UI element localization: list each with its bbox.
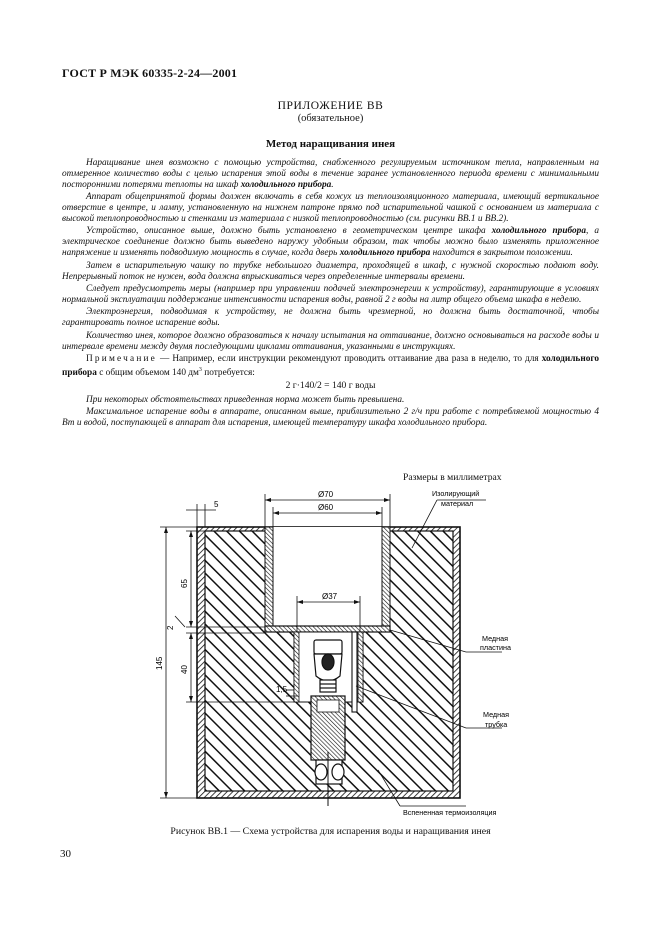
formula: 2 г·140/2 = 140 г воды [285,379,376,391]
well-wall-right [382,527,390,627]
appendix-title: ПРИЛОЖЕНИЕ ВВ [277,100,384,112]
dim-d70: Ø70 [318,490,334,499]
paragraph-3: Устройство, описанное выше, должно быть установлено в геометрическом центре шкафа холодильного прибора, а электрическое соединение должно быть выведено наружу удобным образом, так чтобы можно было изменять приложенное напряжение и изменять подводимую мощность в случае, когда дверь холодильного прибора находится в закрытом положении. [62,226,599,259]
dim-h2: 2 [166,625,175,630]
label-insulation-2: материал [441,499,474,508]
paragraph-4: Затем в испарительную чашку по трубке небольшого диаметра, проходящей в шкаф, с нужной скоростью подают воду. Непрерывный поток не нужен, вода должна впрыскиваться через определенные интервалы времени. [62,260,599,282]
paragraph-1: Наращивание инея возможно с помощью устройства, снабженного регулируемым источником тепла, направленным на отмеренное количество воды с целью испарения этой воды в течение заранее установленного периода времени с минимальными посторонними потерями теплоты на шкаф холодильного прибора. [62,158,599,190]
label-insulation-1: Изолирующий [432,489,480,498]
appendix-subtitle: (обязательное) [297,113,364,124]
dim-t15: 1,5 [276,685,288,694]
section-title: Метод наращивания инея [265,138,396,150]
paragraph-9: Максимальное испарение воды в аппарате, описанном выше, приблизительно 2 г/ч при работе с потребляемой мощностью 4 Вт и водой, поступающей в аппарат для испарения, имеющей температуру шкафа холодильного прибора. [62,407,599,429]
figure-caption: Рисунок ВВ.1 — Схема устройства для испарения воды и наращивания инея [170,826,491,837]
dim-d60: Ø60 [318,503,334,512]
paragraph-8: При некоторых обстоятельствах приведенная норма может быть превышена. [86,394,405,405]
cavity-wall-right [358,632,363,702]
label-copper-plate-2: пластина [480,643,511,652]
label-foamed: Вспененная термоизоляция [403,808,497,817]
paragraph-5: Следует предусмотреть меры (например при управлении подачей электроэнергии к устройству), гарантирующие в условиях нормальной эксплуатации поддержание интенсивности испарения воды, равной 2 г воды на литр общего объема шкафа в неделю. [62,283,599,305]
dim-h40: 40 [180,665,189,674]
paragraph-2: Аппарат общепринятой формы должен включать в себя кожух из теплоизоляционного материала, имеющий вертикальное отверстие в центре, и лампу, установленную на нижнем патроне прямо под испарительной чашкой с основанием из материала с высокой теплопроводностью и стенками из материала с низкой теплопроводностью (см. рисунки ВВ.1 и ВВ.2). [62,192,599,225]
cavity-wall-left [294,632,299,702]
paragraph-6: Электроэнергия, подводимая к устройству, не должна быть чрезмерной, но должна быть достаточной, чтобы гарантировать полное испарение воды. [62,307,599,329]
copper-tube [352,632,357,712]
copper-plate [265,626,390,632]
body-text [62,158,599,430]
label-copper-tube-2: трубка [485,720,508,729]
figure-bb1 [150,488,530,828]
label-copper-tube-1: Медная [483,710,509,719]
dim-t5: 5 [214,500,219,509]
well-wall-left [265,527,273,627]
socket-slot [317,700,339,712]
page-number: 30 [60,848,71,860]
document-header: ГОСТ Р МЭК 60335-2-24—2001 [62,66,238,80]
note-paragraph: Примечание — Например, если инструкции рекомендуют проводить оттаивание два раза в неделю, то для холодильного прибора с общим объемом 140 $дм^3$ потребуется: [62,353,599,378]
paragraph-7: Количество инея, которое должно образоваться к началу испытания на оттаивание, должно основываться на расходе воды и интервале времени между двумя последующими циклами оттаивания, указанными в инструкциях. [62,330,599,352]
dim-d37: Ø37 [322,592,338,601]
dim-h65: 65 [180,579,189,588]
dim-h145: 145 [155,656,164,670]
label-copper-plate-1: Медная [482,634,508,643]
dimensions-note: Размеры в миллиметрах [403,472,502,483]
top-well [273,527,382,627]
